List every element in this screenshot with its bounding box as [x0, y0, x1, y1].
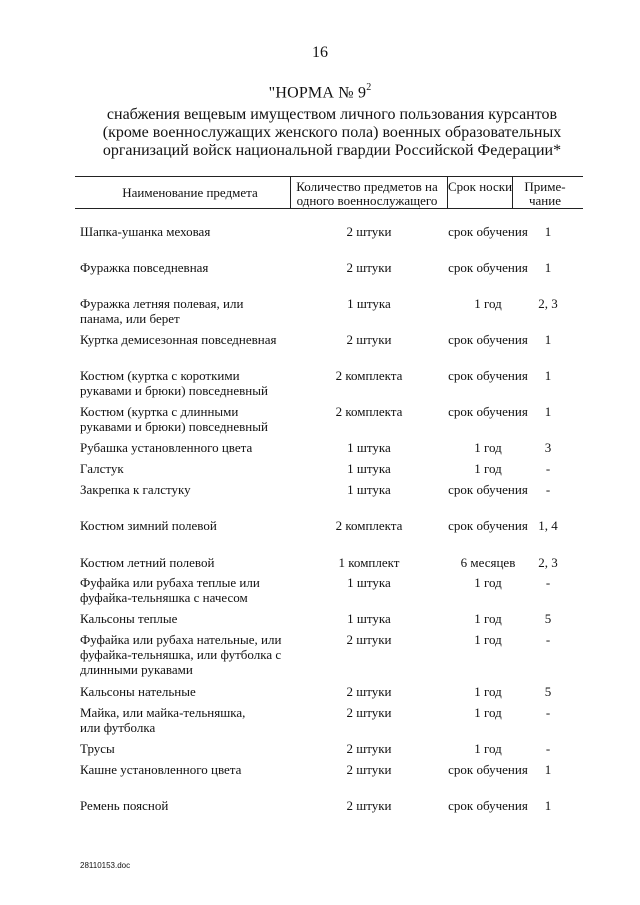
item-term: срок обучения: [448, 332, 528, 347]
item-note: -: [545, 575, 551, 590]
table-row: [0, 368, 640, 404]
item-quantity: 1 штука: [347, 440, 391, 455]
table-row: [0, 705, 640, 741]
item-note: -: [545, 705, 551, 720]
table-row: [0, 404, 640, 440]
item-note: 1: [544, 404, 552, 419]
table-row: [0, 611, 640, 632]
item-term: 1 год: [474, 684, 502, 699]
item-note: 2, 3: [538, 555, 558, 570]
table-row: [0, 296, 640, 332]
page-number: 16: [312, 44, 328, 61]
item-note: 1: [544, 368, 552, 383]
subtitle-line: организаций войск национальной гвардии Российской Федерации*: [102, 142, 562, 159]
item-name: Фуражка летняя полевая, или панама, или берет: [80, 296, 244, 326]
item-quantity: 2 штуки: [346, 705, 392, 720]
header-column-divider: [290, 176, 291, 208]
table-row: [0, 332, 640, 368]
item-note: 1: [544, 224, 552, 239]
table-row: [0, 440, 640, 461]
item-note: 1: [544, 332, 552, 347]
item-name: Галстук: [80, 461, 124, 476]
table-body: [0, 224, 640, 834]
item-term: 1 год: [474, 296, 502, 311]
item-note: 1: [544, 762, 552, 777]
subtitle-line: снабжения вещевым имуществом личного пользования курсантов: [106, 106, 558, 123]
item-quantity: 2 комплекта: [335, 518, 403, 533]
column-header-name: Наименование предмета: [122, 185, 258, 200]
table-row: [0, 461, 640, 482]
item-term: срок обучения: [448, 482, 528, 497]
item-term: 6 месяцев: [460, 555, 516, 570]
item-term: 1 год: [474, 440, 502, 455]
item-term: срок обучения: [448, 762, 528, 777]
column-header-quantity: Количество предметов на одного военнослужащего: [296, 179, 438, 208]
item-name: Майка, или майка-тельняшка, или футболка: [80, 705, 246, 735]
item-name: Фуражка повседневная: [80, 260, 209, 275]
item-quantity: 2 комплекта: [335, 368, 403, 383]
item-note: 2, 3: [538, 296, 558, 311]
item-name: Костюм летний полевой: [80, 555, 215, 570]
item-term: 1 год: [474, 611, 502, 626]
item-quantity: 2 штуки: [346, 684, 392, 699]
item-name: Фуфайка или рубаха нательные, или фуфайка-тельняшка, или футболка с длинными рукавами: [80, 632, 282, 677]
item-name: Кальсоны теплые: [80, 611, 178, 626]
item-note: 5: [544, 684, 552, 699]
item-quantity: 2 комплекта: [335, 404, 403, 419]
item-name: Фуфайка или рубаха теплые или фуфайка-тельняшка с начесом: [80, 575, 260, 605]
subtitle-line: (кроме военнослужащих женского пола) военных образовательных: [102, 124, 562, 141]
item-quantity: 2 штуки: [346, 741, 392, 756]
document-title-superscript: 2: [366, 82, 372, 93]
file-name-footer: 28110153.doc: [80, 861, 131, 870]
item-term: 1 год: [474, 632, 502, 647]
item-name: Куртка демисезонная повседневная: [80, 332, 277, 347]
item-term: срок обучения: [448, 368, 528, 383]
item-name: Кальсоны нательные: [80, 684, 196, 699]
item-term: срок обучения: [448, 798, 528, 813]
table-row: [0, 482, 640, 518]
item-name: Трусы: [80, 741, 115, 756]
item-note: -: [545, 741, 551, 756]
item-term: 1 год: [474, 741, 502, 756]
item-quantity: 1 штука: [347, 482, 391, 497]
table-row: [0, 518, 640, 555]
item-quantity: 2 штуки: [346, 224, 392, 239]
item-note: 1, 4: [538, 518, 558, 533]
item-term: 1 год: [474, 705, 502, 720]
item-name: Шапка-ушанка меховая: [80, 224, 211, 239]
item-name: Костюм (куртка с длинными рукавами и брюки) повседневный: [80, 404, 268, 434]
item-quantity: 1 штука: [347, 296, 391, 311]
document-subtitle: [0, 106, 640, 160]
item-quantity: 1 штука: [347, 461, 391, 476]
table-row: [0, 555, 640, 575]
item-note: -: [545, 461, 551, 476]
item-term: срок обучения: [448, 518, 528, 533]
item-name: Костюм (куртка с короткими рукавами и брюки) повседневный: [80, 368, 268, 398]
table-top-rule: [75, 176, 583, 177]
item-quantity: 1 комплект: [338, 555, 400, 570]
item-term: срок обучения: [448, 260, 528, 275]
table-row: [0, 632, 640, 684]
column-header-note: Приме-чание: [524, 179, 566, 208]
item-term: 1 год: [474, 461, 502, 476]
item-note: 3: [544, 440, 552, 455]
item-name: Закрепка к галстуку: [80, 482, 191, 497]
item-note: 5: [544, 611, 552, 626]
table-row: [0, 762, 640, 798]
column-header-term: Срок носки: [447, 179, 513, 194]
table-row: [0, 741, 640, 762]
item-name: Ремень поясной: [80, 798, 169, 813]
table-row: [0, 684, 640, 705]
item-quantity: 2 штуки: [346, 260, 392, 275]
item-note: 1: [544, 798, 552, 813]
document-title: [0, 83, 640, 102]
item-note: -: [545, 482, 551, 497]
item-quantity: 2 штуки: [346, 632, 392, 647]
item-quantity: 2 штуки: [346, 762, 392, 777]
table-row: [0, 224, 640, 260]
item-quantity: 1 штука: [347, 611, 391, 626]
item-name: Рубашка установленного цвета: [80, 440, 253, 455]
document-title-text: "НОРМА № 9: [268, 84, 367, 102]
table-row: [0, 575, 640, 611]
item-name: Кашне установленного цвета: [80, 762, 242, 777]
item-term: срок обучения: [448, 404, 528, 419]
table-row: [0, 260, 640, 296]
item-term: 1 год: [474, 575, 502, 590]
item-name: Костюм зимний полевой: [80, 518, 217, 533]
item-note: 1: [544, 260, 552, 275]
table-header-rule: [75, 208, 583, 209]
item-quantity: 2 штуки: [346, 798, 392, 813]
item-term: срок обучения: [448, 224, 528, 239]
item-quantity: 2 штуки: [346, 332, 392, 347]
item-note: -: [545, 632, 551, 647]
item-quantity: 1 штука: [347, 575, 391, 590]
table-row: [0, 798, 640, 834]
